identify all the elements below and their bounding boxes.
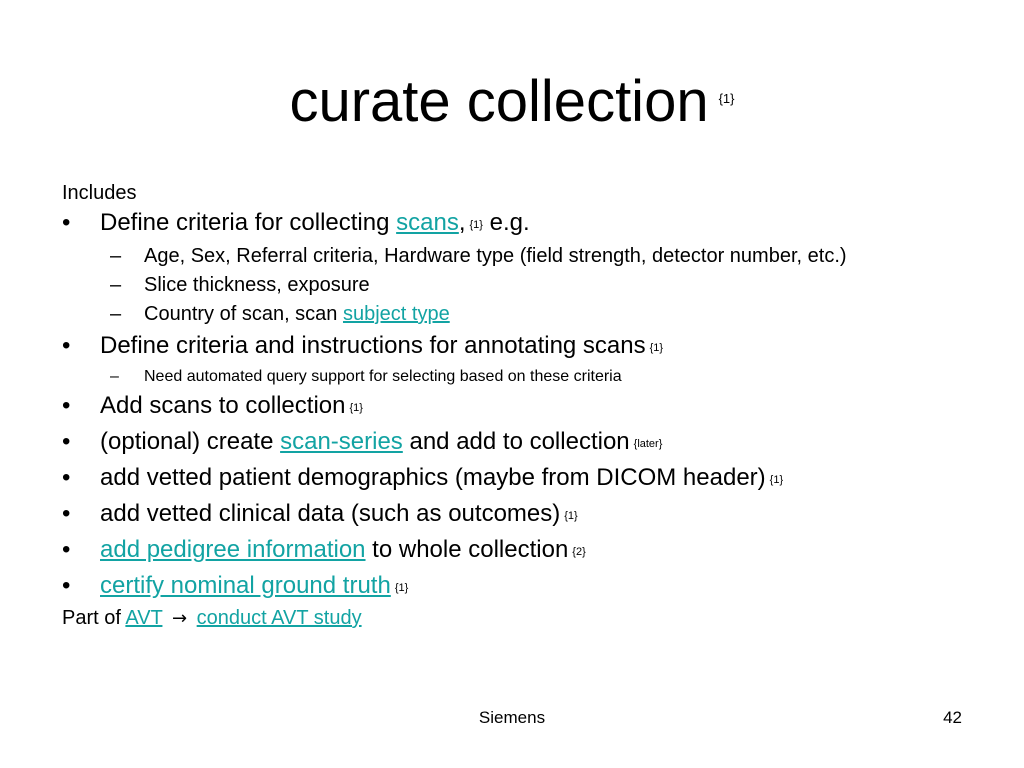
bullet-item: [62, 497, 992, 533]
bullet-text: [100, 461, 783, 497]
bullet-text: [100, 569, 408, 605]
reference-tag: {1}: [769, 474, 784, 486]
subject-type-link[interactable]: subject type: [342, 303, 450, 325]
bullet-text: [100, 533, 586, 569]
footer-company: Siemens: [478, 708, 546, 727]
text-segment: and add to collection: [402, 428, 630, 455]
avt-link[interactable]: AVT: [125, 607, 163, 629]
sub-bullet-item: [62, 365, 992, 389]
slide-title: [0, 60, 1024, 141]
text-segment: Part of: [62, 607, 126, 629]
slide-number: 42: [943, 708, 962, 727]
reference-tag: {1}: [564, 510, 578, 522]
intro-text: Includes: [62, 182, 137, 204]
bullet-item: [62, 329, 992, 365]
text-segment: to whole collection: [365, 536, 569, 563]
title-reference: {1}: [718, 91, 735, 106]
scan-series-link[interactable]: scan-series: [280, 428, 403, 455]
bullet-text: [100, 425, 662, 461]
reference-tag: {2}: [572, 546, 586, 558]
reference-tag: {1}: [349, 402, 363, 414]
text-segment: add vetted clinical data (such as outcomes): [100, 500, 561, 527]
bullet-text: [100, 329, 663, 365]
sub-bullet-item: [62, 242, 992, 271]
sub-bullet-text: Slice thickness, exposure: [144, 274, 370, 296]
text-segment: add vetted patient demographics (maybe from DICOM header): [100, 464, 766, 491]
bullet-icon: •: [62, 428, 71, 455]
sub-bullet-text: Age, Sex, Referral criteria, Hardware type (field strength, detector number, etc.): [144, 245, 847, 267]
bullet-item: [62, 206, 992, 242]
right-arrow-icon: →: [172, 608, 188, 629]
dash-icon: –: [110, 274, 122, 296]
bullet-icon: •: [62, 209, 71, 236]
pedigree-link[interactable]: add pedigree information: [100, 536, 366, 563]
bullet-text: [100, 497, 578, 533]
sub-bullet-item: [62, 271, 992, 300]
reference-tag: {1}: [649, 342, 664, 354]
text-segment: Country of scan, scan: [144, 303, 343, 325]
text-segment: Add scans to collection: [100, 392, 346, 419]
bullet-item: [62, 533, 992, 569]
bullet-icon: •: [62, 392, 71, 419]
dash-icon: –: [110, 303, 122, 325]
text-segment: e.g.: [489, 209, 530, 236]
scans-link[interactable]: scans: [396, 209, 459, 236]
dash-icon: –: [110, 245, 122, 267]
conduct-avt-study-link[interactable]: conduct AVT study: [196, 607, 362, 629]
bullet-text: [100, 389, 363, 425]
reference-tag: {later}: [633, 438, 663, 450]
slide-body: [62, 180, 992, 632]
bullet-icon: •: [62, 332, 71, 359]
ground-truth-link[interactable]: certify nominal ground truth: [100, 572, 391, 599]
reference-tag: {1}: [469, 219, 483, 231]
text-segment: ,: [458, 209, 466, 236]
bullet-icon: •: [62, 536, 71, 563]
title-text: curate collection: [289, 69, 709, 134]
bullet-item: [62, 461, 992, 497]
bullet-item: [62, 569, 992, 605]
sub-bullet-text: Need automated query support for selecting based on these criteria: [144, 368, 622, 385]
sub-bullet-item: [62, 300, 992, 329]
bullet-text: [100, 206, 530, 242]
text-segment: Define criteria and instructions for annotating scans: [100, 332, 646, 359]
bullet-icon: •: [62, 572, 71, 599]
text-segment: Define criteria for collecting: [100, 209, 397, 236]
part-of-line: [62, 605, 992, 632]
bullet-icon: •: [62, 464, 71, 491]
dash-icon: –: [110, 368, 119, 385]
bullet-item: [62, 425, 992, 461]
sub-bullet-text: [144, 300, 450, 329]
text-segment: (optional) create: [100, 428, 281, 455]
reference-tag: {1}: [394, 582, 409, 594]
bullet-item: [62, 389, 992, 425]
bullet-icon: •: [62, 500, 71, 527]
